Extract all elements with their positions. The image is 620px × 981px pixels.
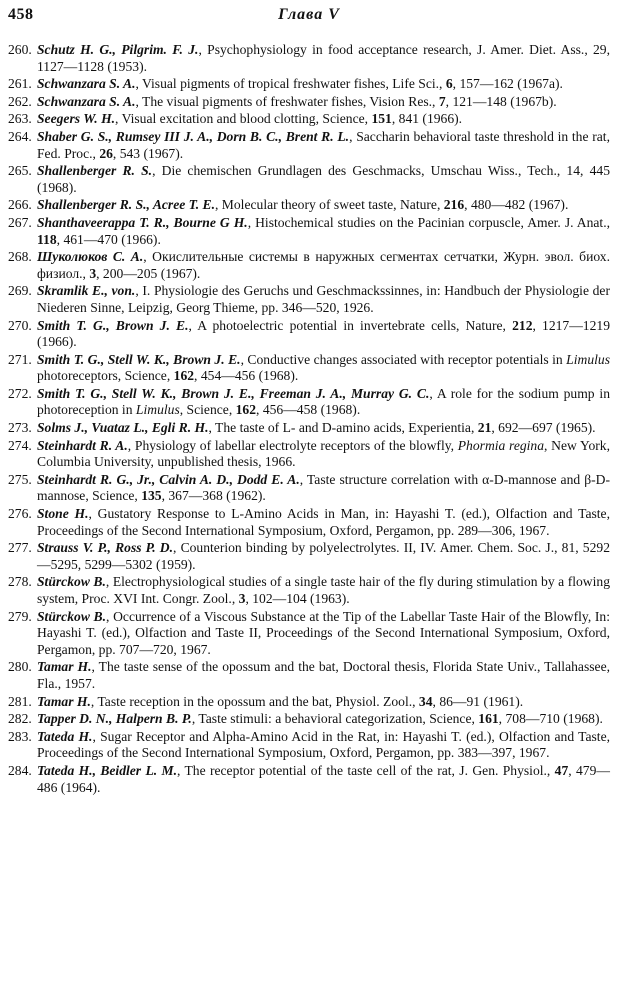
reference-text: , Taste reception in the opossum and the bat, Physiol. Zool., <box>90 693 419 709</box>
reference-volume: 6 <box>445 76 453 92</box>
reference-text: , Electrophysiological studies of a single taste hair of the fly during stimulation by a flowing system, Proc. XVI Int. Congr. Zool., <box>37 574 610 606</box>
reference-authors: Tateda H. <box>37 728 93 744</box>
reference-text: , Physiology of labellar electrolyte receptors of the blowfly, <box>127 437 458 453</box>
reference-entry <box>8 352 610 385</box>
reference-text: , The taste sense of the opossum and the bat, Doctoral thesis, Florida State Univ., Tallahassee, Fla., 1957. <box>37 659 610 691</box>
reference-number: 280. <box>8 659 32 675</box>
reference-text: , 454—456 (1968). <box>194 368 299 384</box>
reference-italic-term: Limulus <box>566 351 610 367</box>
page-number: 458 <box>8 6 34 23</box>
reference-volume: 135 <box>141 488 162 504</box>
reference-volume: 162 <box>235 402 257 418</box>
reference-entry <box>8 283 610 316</box>
reference-number: 283. <box>8 728 32 744</box>
reference-authors: Shaber G. S., Rumsey III J. A., Dorn B. C., Brent R. L. <box>37 128 350 144</box>
reference-volume: 3 <box>89 265 97 281</box>
reference-entry <box>8 163 610 196</box>
reference-text: , 86—91 (1961). <box>432 693 524 709</box>
reference-text: , Counterion binding by polyelectrolytes. II, IV. Amer. Chem. Soc. J., 81, 5292—5295, 5299—5302 (1959). <box>37 540 610 572</box>
reference-volume: 21 <box>477 420 492 436</box>
running-title: Глава V <box>278 6 340 23</box>
reference-number: 261. <box>8 76 32 92</box>
reference-volume: 26 <box>99 145 113 161</box>
reference-entry <box>8 42 610 75</box>
reference-volume: 47 <box>554 762 569 778</box>
reference-text: , Die chemischen Grundlagen des Geschmacks, Umschau Wiss., Tech., 14, 445 (1968). <box>37 163 610 195</box>
reference-volume: 212 <box>512 317 533 333</box>
reference-authors: Tamar H. <box>37 659 92 675</box>
reference-authors: Steinhardt R. A. <box>37 437 128 453</box>
reference-authors: Shallenberger R. S., Acree T. E. <box>37 197 215 213</box>
reference-text: , Saccharin behavioral taste threshold in the rat, Fed. Proc., <box>37 128 610 161</box>
reference-authors: Шуколюков С. А. <box>37 249 144 265</box>
reference-authors: Stone H. <box>37 506 89 522</box>
reference-number: 282. <box>8 711 32 727</box>
reference-authors: Stürckow B. <box>37 608 107 624</box>
reference-italic-term: Phormia regina <box>457 437 545 453</box>
reference-entry <box>8 197 610 214</box>
reference-text: , The taste of L- and D-amino acids, Experientia, <box>208 420 478 436</box>
reference-entry <box>8 711 610 728</box>
reference-text: , Molecular theory of sweet taste, Nature, <box>215 197 444 213</box>
reference-authors: Shanthaveerappa T. R., Bourne G H. <box>37 214 248 230</box>
reference-authors: Schutz H. G., Pilgrim. F. J. <box>37 42 199 57</box>
reference-text: , Visual excitation and blood clotting, Science, <box>115 111 372 127</box>
reference-authors: Seegers W. H. <box>37 111 116 127</box>
reference-number: 269. <box>8 283 32 299</box>
reference-authors: Solms J., Vuataz L., Egli R. H. <box>37 420 209 436</box>
reference-number: 262. <box>8 93 32 109</box>
reference-entry <box>8 215 610 248</box>
reference-authors: Smith T. G., Brown J. E. <box>37 317 189 333</box>
reference-text: , Histochemical studies on the Pacinian corpuscle, Amer. J. Anat., <box>247 214 610 230</box>
reference-entry <box>8 694 610 711</box>
reference-authors: Tamar H. <box>37 693 91 709</box>
reference-text: , New York, Columbia University, unpublished thesis, 1966. <box>37 437 610 470</box>
reference-number: 278. <box>8 574 32 590</box>
reference-text: , 157—162 (1967a). <box>452 76 563 92</box>
reference-text: , 708—710 (1968). <box>498 711 603 727</box>
reference-authors: Strauss V. P., Ross P. D. <box>37 540 174 556</box>
reference-number: 265. <box>8 163 32 179</box>
reference-entry <box>8 249 610 282</box>
reference-text: , 461—470 (1966). <box>56 231 161 247</box>
reference-entry <box>8 94 610 111</box>
reference-text: , 1217—1219 (1966). <box>37 317 610 350</box>
reference-text: , Окислительные системы в наружных сегментах сетчатки, Журн. эвол. биох. физиол., <box>37 249 610 281</box>
reference-number: 279. <box>8 608 32 624</box>
reference-text: , 102—104 (1963). <box>245 591 350 606</box>
reference-text: , Gustatory Response to L-Amino Acids in Man, in: Hayashi T. (ed.), Olfaction and Taste, Proceedings of the Second International Symposium, Oxford, Pergamon, pp. 289—306, 1967. <box>37 506 610 538</box>
reference-entry <box>8 76 610 93</box>
reference-entry <box>8 318 610 351</box>
reference-volume: 151 <box>371 111 392 127</box>
reference-italic-term: Limulus <box>135 402 180 418</box>
reference-number: 284. <box>8 762 32 778</box>
reference-entry <box>8 659 610 692</box>
reference-entry <box>8 729 610 762</box>
reference-authors: Tateda H., Beidler L. M. <box>37 762 177 778</box>
reference-volume: 162 <box>173 368 195 384</box>
reference-text: , 200—205 (1967). <box>96 265 201 281</box>
reference-number: 272. <box>8 385 32 401</box>
reference-authors: Smith T. G., Stell W. K., Brown J. E. <box>37 351 241 367</box>
reference-entry <box>8 540 610 573</box>
reference-entry <box>8 472 610 505</box>
reference-text: , 121—148 (1967b). <box>445 93 557 109</box>
reference-text: , 456—458 (1968). <box>256 402 361 418</box>
reference-entry <box>8 111 610 128</box>
reference-entry <box>8 574 610 607</box>
reference-number: 264. <box>8 128 32 144</box>
reference-number: 281. <box>8 693 32 709</box>
reference-number: 271. <box>8 351 32 367</box>
reference-text: , Psychophysiology in food acceptance research, J. Amer. Diet. Ass., 29, 1127—1128 (1953). <box>37 42 610 74</box>
reference-text: , Taste stimuli: a behavioral categorization, Science, <box>191 711 479 727</box>
reference-text: , Taste structure correlation with α-D-mannose and β-D-mannose, Science, <box>37 471 610 504</box>
reference-authors: Tapper D. N., Halpern B. P. <box>37 711 192 727</box>
reference-volume: 118 <box>37 231 57 247</box>
page-header <box>8 4 610 34</box>
reference-entry <box>8 506 610 539</box>
reference-text: , 543 (1967). <box>112 145 184 161</box>
reference-number: 273. <box>8 420 32 436</box>
reference-number: 276. <box>8 506 32 522</box>
reference-volume: 7 <box>438 93 446 109</box>
reference-volume: 216 <box>443 197 465 213</box>
reference-text: , Visual pigments of tropical freshwater fishes, Life Sci., <box>135 76 446 92</box>
reference-text: , A photoelectric potential in invertebrate cells, Nature, <box>188 317 513 333</box>
reference-text: , 480—482 (1967). <box>464 197 569 213</box>
reference-number: 268. <box>8 249 32 265</box>
reference-text: , 367—368 (1962). <box>161 488 266 504</box>
reference-text: photoreceptors, Science, <box>37 368 174 384</box>
reference-entry <box>8 438 610 471</box>
reference-text: , 479—486 (1964). <box>37 762 610 795</box>
reference-entry <box>8 420 610 437</box>
reference-authors: Schwanzara S. A. <box>37 93 136 109</box>
reference-entry <box>8 386 610 419</box>
reference-text: , I. Physiologie des Geruchs und Geschmackssinnes, in: Handbuch der Physiologie der Niederen Sinne, Leipzig, Georg Thieme, pp. 346—520, 1926. <box>37 283 610 315</box>
reference-number: 260. <box>8 42 32 57</box>
reference-authors: Shallenberger R. S. <box>37 163 153 179</box>
reference-list <box>8 42 610 796</box>
reference-authors: Smith T. G., Stell W. K., Brown J. E., Freeman J. A., Murray G. C. <box>37 385 430 401</box>
reference-number: 277. <box>8 540 32 556</box>
reference-entry <box>8 609 610 659</box>
reference-text: , Sugar Receptor and Alpha-Amino Acid in the Rat, in: Hayashi T. (ed.), Olfaction and Taste, Proceedings of the Second International Symposium, Oxford, Pergamon, pp. 383—397, 1967. <box>37 728 610 761</box>
reference-number: 274. <box>8 437 32 453</box>
reference-text: , Occurrence of a Viscous Substance at the Tip of the Labellar Taste Hair of the Blowfly, In: Hayashi T. (ed.), Olfaction and Taste II, Proceedings of the Second International Symposium, Oxford, Pergamon, pp. 707—720, 1967. <box>37 608 610 657</box>
reference-text: , A role for the sodium pump in photoreception in <box>37 385 610 418</box>
reference-text: , 692—697 (1965). <box>491 420 596 436</box>
reference-entry <box>8 763 610 796</box>
reference-authors: Schwanzara S. A. <box>37 76 136 92</box>
reference-text: , 841 (1966). <box>391 111 463 127</box>
reference-authors: Stürckow B. <box>37 574 106 590</box>
reference-authors: Skramlik E., von. <box>37 283 136 299</box>
reference-text: , The visual pigments of freshwater fishes, Vision Res., <box>135 93 439 109</box>
reference-text: , Conductive changes associated with receptor potentials in <box>240 351 567 367</box>
reference-number: 270. <box>8 317 32 333</box>
reference-text: , Science, <box>179 402 236 418</box>
reference-number: 275. <box>8 471 32 487</box>
reference-authors: Steinhardt R. G., Jr., Calvin A. D., Dodd E. A. <box>37 471 300 487</box>
reference-entry <box>8 129 610 162</box>
reference-volume: 161 <box>478 711 499 727</box>
reference-text: , The receptor potential of the taste cell of the rat, J. Gen. Physiol., <box>176 762 555 778</box>
reference-number: 266. <box>8 197 32 213</box>
reference-number: 267. <box>8 214 32 230</box>
reference-volume: 34 <box>418 693 433 709</box>
reference-number: 263. <box>8 111 32 127</box>
reference-volume: 3 <box>238 591 246 606</box>
